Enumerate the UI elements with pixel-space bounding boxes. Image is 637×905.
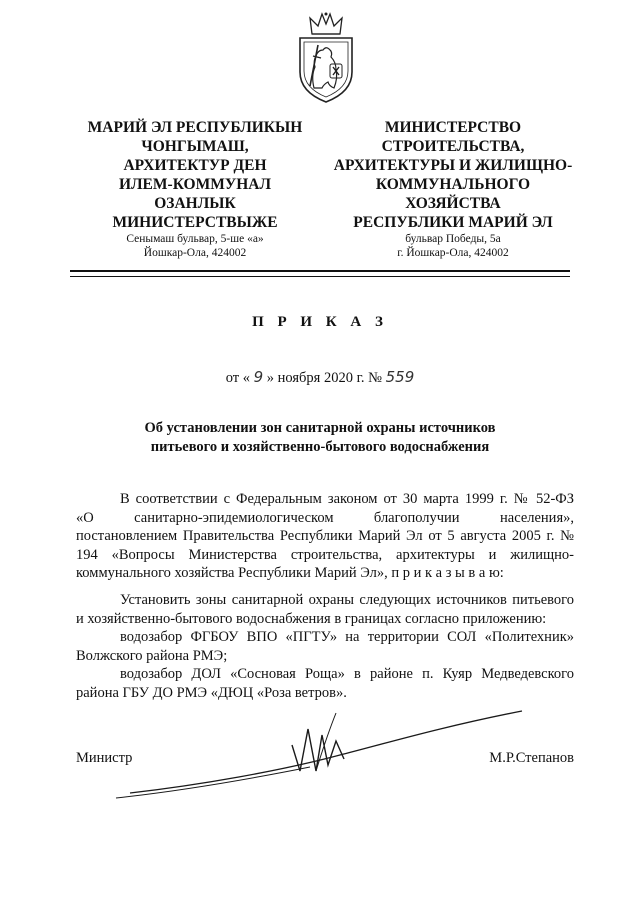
- header-line: МАРИЙ ЭЛ РЕСПУБЛИКЫН: [87, 119, 303, 136]
- header-line: АРХИТЕКТУРЫ И ЖИЛИЩНО-: [333, 157, 573, 174]
- address-line: Сенымаш бульвар, 5-ше «а»: [126, 233, 264, 245]
- address-russian: [328, 232, 578, 260]
- header-line: ЧОНГЫМАШ,: [141, 138, 249, 155]
- list-item: водозабор ФГБОУ ВПО «ПГТУ» на территории СОЛ «Политехник» Волжского района РМЭ;: [76, 629, 574, 664]
- signer-position: Министр: [76, 750, 133, 766]
- header-line: ОЗАНЛЫК: [154, 195, 236, 212]
- document-title: П Р И К А З: [252, 314, 388, 330]
- address-line: г. Йошкар-Ола, 424002: [397, 247, 509, 259]
- handwritten-signature: [110, 705, 530, 800]
- header-rule-thick: [70, 270, 570, 272]
- order-date-line: [70, 368, 570, 387]
- header-marij: [70, 118, 320, 232]
- header-line: КОММУНАЛЬНОГО: [375, 176, 531, 193]
- header-russian: [328, 118, 578, 232]
- header-rule-thin: [70, 276, 570, 277]
- address-line: Йошкар-Ола, 424002: [143, 247, 247, 259]
- subject-line: питьевого и хозяйственно-бытового водоснабжения: [150, 439, 490, 455]
- address-marij: [70, 232, 320, 260]
- header-line: ИЛЕМ-КОММУНАЛ: [118, 176, 272, 193]
- header-line: СТРОИТЕЛЬСТВА,: [381, 138, 525, 155]
- header-line: МИНИСТЕРСТВЫЖЕ: [112, 214, 278, 231]
- header-line: АРХИТЕКТУР ДЕН: [123, 157, 267, 174]
- subject-line: Об установлении зон санитарной охраны источников: [144, 420, 496, 436]
- signer-name: М.Р.Степанов: [489, 750, 574, 766]
- date-middle: » ноября 2020 г. №: [266, 370, 383, 386]
- date-prefix: от «: [225, 370, 250, 386]
- paragraph-preamble: [76, 490, 574, 583]
- header-line: ХОЗЯЙСТВА: [405, 195, 501, 212]
- header-line: МИНИСТЕРСТВО: [384, 119, 522, 136]
- order-subject: [110, 419, 530, 457]
- paragraph-line: В соответствии с Федеральным законом от 30 марта 1999 г. № 52-ФЗ: [120, 491, 574, 507]
- order-number: 559: [385, 368, 415, 386]
- paragraph-text: постановлением Правительства Республики Марий Эл от 5 августа 2005 г. № 194 «Вопросы Министерства строительства, архитектуры и жилищно-коммунального хозяйства Республики Марий Эл», п р и к а з ы в а ю:: [76, 528, 574, 581]
- list-item: водозабор ДОЛ «Сосновая Роща» в районе п. Куяр Медведевского района ГБУ ДО РМЭ «ДЮЦ «Роза ветров».: [76, 666, 574, 701]
- coat-of-arms-icon: [296, 12, 356, 104]
- order-day: 9: [253, 368, 264, 386]
- paragraph-decision: [76, 591, 574, 702]
- paragraph-text: Установить зоны санитарной охраны следующих источников питьевого и хозяйственно-бытового водоснабжения в границах согласно приложению:: [76, 592, 574, 627]
- header-line: РЕСПУБЛИКИ МАРИЙ ЭЛ: [353, 214, 553, 231]
- paragraph-line: «О санитарно-эпидемиологическом благополучии населения»,: [76, 509, 574, 526]
- address-line: бульвар Победы, 5а: [405, 233, 501, 245]
